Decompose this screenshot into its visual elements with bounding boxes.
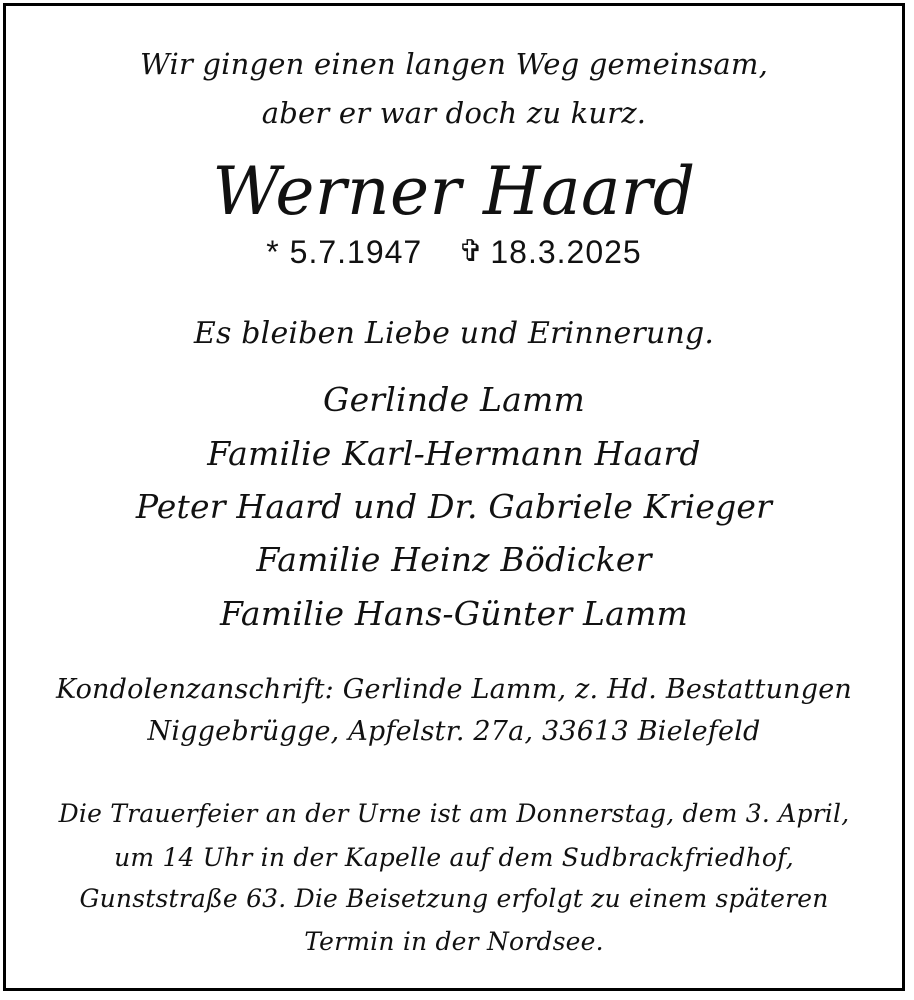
motto-line-2: aber er war doch zu kurz. xyxy=(261,96,647,130)
mourner-name: Familie Karl-Hermann Haard xyxy=(207,434,701,473)
mourner-name: Peter Haard und Dr. Gabriele Krieger xyxy=(135,487,773,526)
mourner-name: Familie Heinz Bödicker xyxy=(256,540,652,579)
condolence-address-line-2: Niggebrügge, Apfelstr. 27a, 33613 Bielefeld xyxy=(147,716,761,747)
life-dates xyxy=(6,232,902,272)
service-info-line-3: Gunststraße 63. Die Beisetzung erfolgt zu einem späteren xyxy=(79,884,829,913)
death-date: 18.3.2025 xyxy=(490,234,642,270)
cross-icon: ✞ xyxy=(458,235,485,268)
service-info-line-4: Termin in der Nordsee. xyxy=(304,927,604,956)
memorial-quote: Es bleiben Liebe und Erinnerung. xyxy=(193,316,715,351)
motto-line-1: Wir gingen einen langen Weg gemeinsam, xyxy=(139,47,769,81)
service-info-line-2: um 14 Uhr in der Kapelle auf dem Sudbrackfriedhof, xyxy=(114,843,794,872)
obituary-frame xyxy=(3,3,905,991)
birth-date: * 5.7.1947 xyxy=(266,234,423,270)
condolence-address-line-1: Kondolenzanschrift: Gerlinde Lamm, z. Hd. Bestattungen xyxy=(55,674,853,705)
mourner-name: Familie Hans-Günter Lamm xyxy=(220,594,688,633)
deceased-name: Werner Haard xyxy=(212,153,696,230)
service-info-line-1: Die Trauerfeier an der Urne ist am Donnerstag, dem 3. April, xyxy=(58,799,850,828)
mourner-name: Gerlinde Lamm xyxy=(323,380,585,419)
